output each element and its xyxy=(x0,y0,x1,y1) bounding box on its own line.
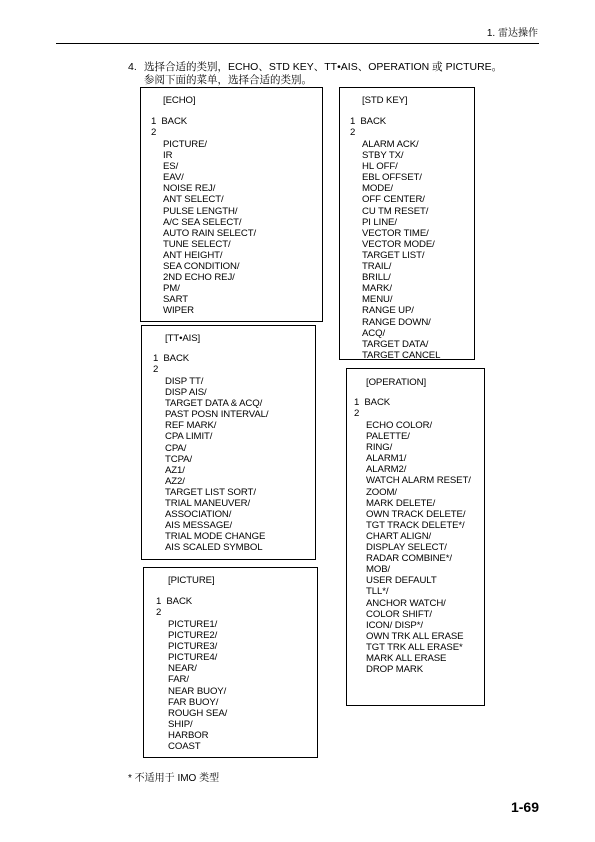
menu-item: ROUGH SEA/ xyxy=(168,707,228,719)
menu-item: PICTURE2/ xyxy=(168,630,218,642)
menu-item-back: 1 BACK xyxy=(156,596,193,607)
step-text-line1: 选择合适的类别，ECHO、STD KEY、TT•AIS、OPERATION 或 PICTURE。 xyxy=(144,61,503,73)
step-text-line2: 参阅下面的菜单，选择合适的类别。 xyxy=(144,74,312,86)
menu-item: ANT HEIGHT/ xyxy=(163,249,223,261)
menu-item: ALARM ACK/ xyxy=(362,139,419,150)
menu-item: FAR/ xyxy=(168,674,189,686)
menu-item: ANT SELECT/ xyxy=(163,194,224,206)
menu-item: REF MARK/ xyxy=(165,420,217,432)
menu-item: MARK ALL ERASE xyxy=(366,652,447,664)
menu-item: PALETTE/ xyxy=(366,431,410,443)
menu-item: 2ND ECHO REJ/ xyxy=(163,272,235,284)
menu-item: HARBOR xyxy=(168,729,209,741)
menu-item-2: 2 xyxy=(151,127,157,138)
menu-item: PULSE LENGTH/ xyxy=(163,205,238,217)
menu-item: TGT TRACK DELETE*/ xyxy=(366,519,465,531)
menu-item: PICTURE3/ xyxy=(168,641,218,653)
menu-item: RADAR COMBINE*/ xyxy=(366,553,452,565)
menu-item: CU TM RESET/ xyxy=(362,205,429,217)
menu-item: PICTURE4/ xyxy=(168,652,218,664)
menu-item: RING/ xyxy=(366,442,393,454)
menu-item: TUNE SELECT/ xyxy=(163,238,231,250)
menu-item: PAST POSN INTERVAL/ xyxy=(165,409,269,421)
menu-list-tt-ais xyxy=(165,376,269,554)
menu-item: MODE/ xyxy=(362,183,393,195)
menu-title-picture: [PICTURE] xyxy=(168,575,215,586)
menu-item: CPA/ xyxy=(165,442,187,454)
menu-item: DISP TT/ xyxy=(165,376,204,387)
menu-item: TRIAL MANEUVER/ xyxy=(165,498,251,510)
menu-title-operation: [OPERATION] xyxy=(366,377,427,388)
menu-item: SHIP/ xyxy=(168,718,193,730)
menu-item: TLL*/ xyxy=(366,586,389,598)
menu-item: DROP MARK xyxy=(366,664,424,676)
menu-item: BRILL/ xyxy=(362,272,391,284)
menu-box-echo xyxy=(140,87,323,322)
menu-item: EBL OFFSET/ xyxy=(362,172,422,184)
menu-box-tt-ais xyxy=(141,325,316,560)
menu-title-tt-ais: [TT•AIS] xyxy=(165,333,201,344)
menu-title-std-key: [STD KEY] xyxy=(362,95,408,106)
menu-item: ALARM2/ xyxy=(366,464,407,476)
menu-item: ZOOM/ xyxy=(366,486,397,498)
menu-item: MENU/ xyxy=(362,294,393,306)
menu-item: OFF CENTER/ xyxy=(362,194,425,206)
menu-item: ES/ xyxy=(163,161,179,173)
menu-box-operation xyxy=(346,368,485,706)
menu-box-std-key xyxy=(339,87,475,360)
menu-item: VECTOR TIME/ xyxy=(362,227,429,239)
menu-item: DISPLAY SELECT/ xyxy=(366,542,447,554)
menu-item-back: 1 BACK xyxy=(350,116,387,127)
menu-item: DISP AIS/ xyxy=(165,387,207,399)
menu-title-echo: [ECHO] xyxy=(163,95,196,106)
menu-item-2: 2 xyxy=(153,364,159,375)
menu-list-std-key xyxy=(362,139,440,361)
menu-item: STBY TX/ xyxy=(362,150,404,162)
menu-list-echo xyxy=(163,139,256,317)
menu-item: ANCHOR WATCH/ xyxy=(366,597,446,609)
menu-item: TARGET DATA/ xyxy=(362,338,429,350)
menu-item: CPA LIMIT/ xyxy=(165,431,213,443)
menu-item: AZ2/ xyxy=(165,475,185,487)
menu-item: TRIAL MODE CHANGE xyxy=(165,531,266,543)
menu-item: ECHO COLOR/ xyxy=(366,420,433,431)
menu-item: PI LINE/ xyxy=(362,216,397,228)
menu-item-2: 2 xyxy=(354,408,360,419)
menu-item: PICTURE1/ xyxy=(168,619,218,630)
menu-item: ACQ/ xyxy=(362,327,386,339)
menu-item: COAST xyxy=(168,741,201,753)
menu-item: OWN TRACK DELETE/ xyxy=(366,508,466,520)
header-rule xyxy=(56,43,539,44)
menu-item: FAR BUOY/ xyxy=(168,696,219,708)
menu-item: WIPER xyxy=(163,305,194,317)
menu-item: A/C SEA SELECT/ xyxy=(163,216,242,228)
menu-item-2: 2 xyxy=(156,607,162,618)
page-number: 1-69 xyxy=(510,799,539,815)
menu-item: TARGET DATA & ACQ/ xyxy=(165,398,263,410)
menu-item: TCPA/ xyxy=(165,453,193,465)
menu-item: VECTOR MODE/ xyxy=(362,238,435,250)
menu-item: TRAIL/ xyxy=(362,261,392,273)
menu-item: TARGET LIST SORT/ xyxy=(165,486,256,498)
menu-item-back: 1 BACK xyxy=(354,397,391,408)
menu-box-picture xyxy=(143,567,318,758)
menu-item: NOISE REJ/ xyxy=(163,183,216,195)
menu-item: OWN TRK ALL ERASE xyxy=(366,630,464,642)
menu-item: CHART ALIGN/ xyxy=(366,530,432,542)
menu-item: NEAR BUOY/ xyxy=(168,685,227,697)
menu-item: ASSOCIATION/ xyxy=(165,509,232,521)
menu-item: AIS MESSAGE/ xyxy=(165,520,233,532)
menu-item-back: 1 BACK xyxy=(151,116,188,127)
menu-item: SEA CONDITION/ xyxy=(163,261,240,273)
menu-item: AIS SCALED SYMBOL xyxy=(165,542,263,554)
menu-item: MOB/ xyxy=(366,564,391,576)
running-header: 1. 雷达操作 xyxy=(486,28,538,39)
menu-list-picture xyxy=(168,619,227,752)
menu-item: TARGET LIST/ xyxy=(362,249,425,261)
menu-item: ALARM1/ xyxy=(366,453,407,465)
menu-item: MARK/ xyxy=(362,283,392,295)
menu-item: TGT TRK ALL ERASE* xyxy=(366,641,463,653)
menu-item: PM/ xyxy=(163,283,180,295)
footnote: * 不适用于 IMO 类型 xyxy=(128,773,220,784)
menu-item: RANGE DOWN/ xyxy=(362,316,431,328)
menu-item: PICTURE/ xyxy=(163,139,207,150)
menu-item: TARGET CANCEL xyxy=(362,349,441,361)
menu-item: WATCH ALARM RESET/ xyxy=(366,475,471,487)
menu-item: USER DEFAULT xyxy=(366,575,437,587)
menu-item: MARK DELETE/ xyxy=(366,497,436,509)
menu-item-back: 1 BACK xyxy=(153,353,190,364)
menu-item: ICON/ DISP*/ xyxy=(366,619,423,631)
menu-item: AUTO RAIN SELECT/ xyxy=(163,227,257,239)
step-number: 4. xyxy=(128,61,137,73)
menu-item: EAV/ xyxy=(163,172,184,184)
menu-item: HL OFF/ xyxy=(362,161,398,173)
menu-item-2: 2 xyxy=(350,127,356,138)
menu-item: IR xyxy=(163,150,173,162)
menu-item: COLOR SHIFT/ xyxy=(366,608,432,620)
menu-list-operation xyxy=(366,420,471,675)
menu-item: AZ1/ xyxy=(165,464,185,476)
menu-item: RANGE UP/ xyxy=(362,305,414,317)
menu-item: SART xyxy=(163,294,189,306)
menu-item: NEAR/ xyxy=(168,663,197,675)
